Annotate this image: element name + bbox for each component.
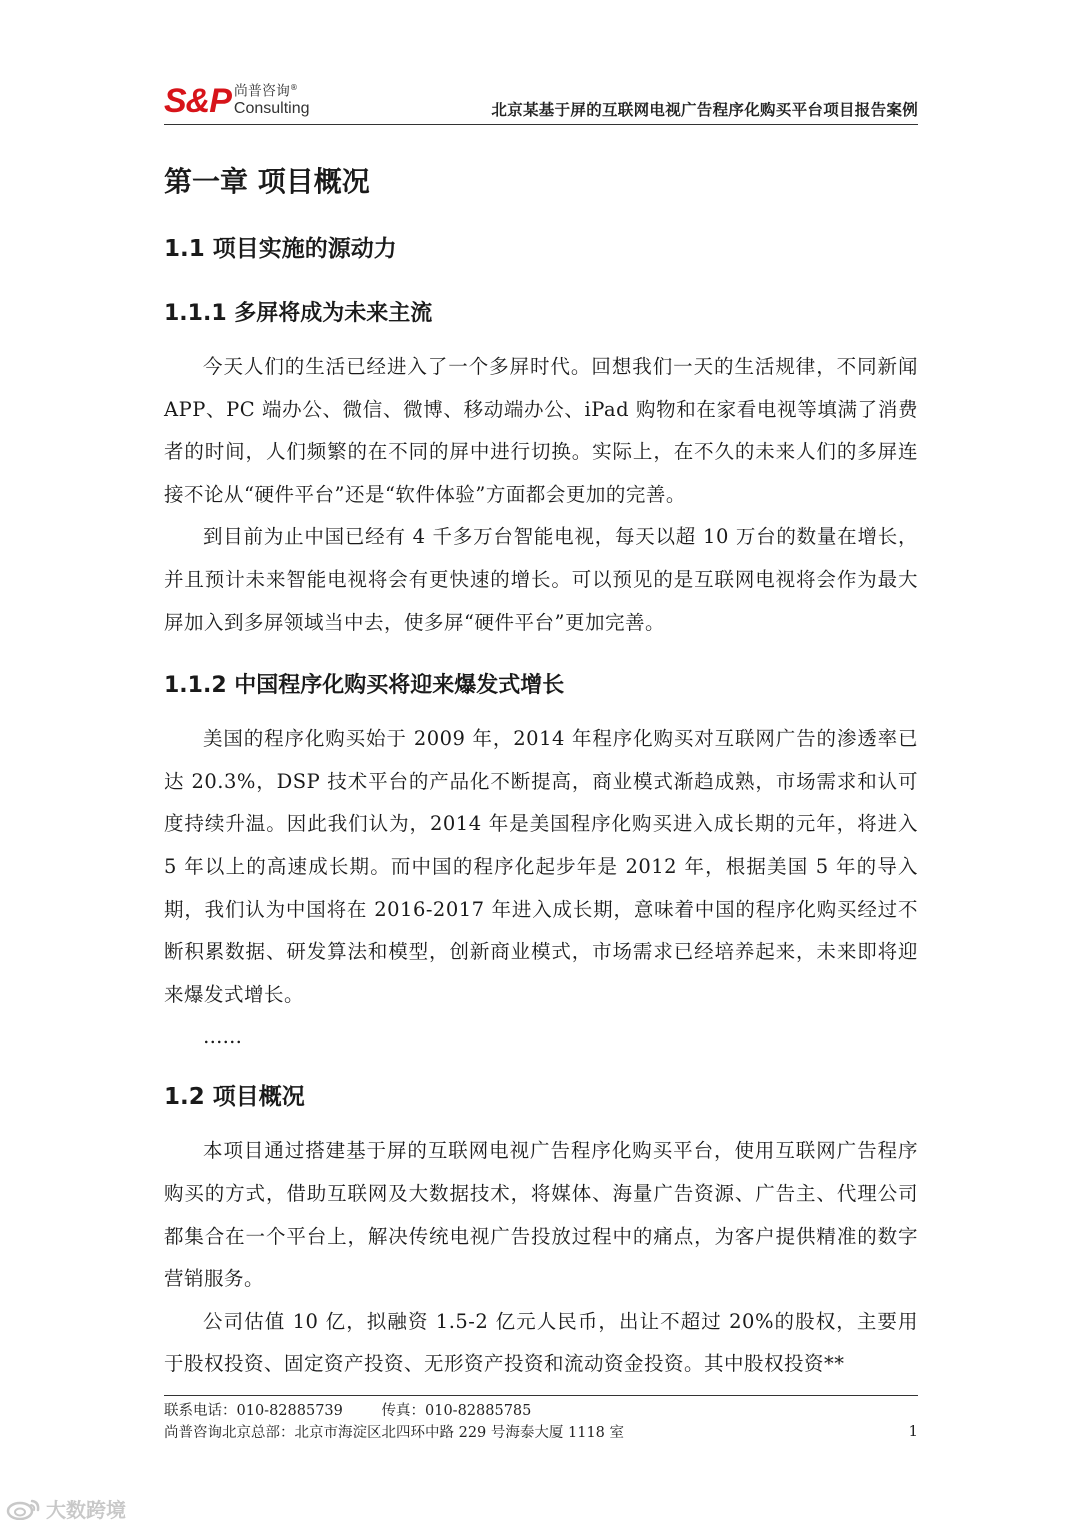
- logo-text: [234, 80, 310, 118]
- footer-fax: 传真：010-82885785: [381, 1403, 532, 1419]
- company-logo: [164, 78, 310, 118]
- page-content: [164, 140, 918, 1386]
- weibo-style-logo-icon: [6, 1498, 42, 1520]
- logo-en: Consulting: [233, 100, 310, 117]
- chapter-title: 第一章 项目概况: [164, 165, 370, 198]
- paragraph: 美国的程序化购买始于 2009 年，2014 年程序化购买对互联网广告的渗透率已达 20.3%，DSP 技术平台的产品化不断提高，商业模式渐趋成熟，市场需求和认可度持续升温。因此我们认为，2014 年是美国程序化购买进入成长期的元年，将进入 5 年以上的高速成长期。而中国的程序化起步年是 2012 年，根据美国 5 年的导入期，我们认为中国将在 2016-2017 年进入成长期，意味着中国的程序化购买经过不断积累数据、研发算法和模型，创新商业模式，市场需求已经培养起来，未来即将迎来爆发式增长。: [164, 727, 918, 1006]
- logo-cn: 尚普咨询: [233, 84, 290, 100]
- footer-address: 尚普咨询北京总部：北京市海淀区北四环中路 229 号海泰大厦 1118 室: [164, 1425, 625, 1441]
- page-header: [164, 76, 918, 125]
- footer-phone: 联系电话：010-82885739: [164, 1403, 343, 1419]
- subsection-heading-1-1-2: 1.1.2 中国程序化购买将迎来爆发式增长: [164, 673, 565, 699]
- paragraph: 今天人们的生活已经进入了一个多屏时代。回想我们一天的生活规律，不同新闻 APP、PC 端办公、微信、微博、移动端办公、iPad 购物和在家看电视等填满了消费者的时间，人们频繁的在不同的屏中进行切换。实际上，在不久的未来人们的多屏连接不论从“硬件平台”还是“软件体验”方面都会更加的完善。: [164, 355, 918, 506]
- paragraph: 本项目通过搭建基于屏的互联网电视广告程序化购买平台，使用互联网广告程序购买的方式，借助互联网及大数据技术，将媒体、海量广告资源、广告主、代理公司都集合在一个平台上，解决传统电视广告投放过程中的痛点，为客户提供精准的数字营销服务。: [164, 1139, 918, 1291]
- ellipsis: ……: [203, 1025, 242, 1049]
- watermark-text: 大数跨境: [46, 1498, 126, 1522]
- section-heading-1-2: 1.2 项目概况: [164, 1084, 305, 1111]
- document-title: 北京某基于屏的互联网电视广告程序化购买平台项目报告案例: [491, 101, 918, 119]
- page-footer: [164, 1395, 918, 1444]
- subsection-body-1-1-2: [164, 718, 918, 1058]
- logo-mark: S&P: [164, 82, 231, 120]
- section-body-1-2: [164, 1130, 918, 1386]
- section-heading-1-1: 1.1 项目实施的源动力: [164, 236, 397, 262]
- paragraph: 公司估值 10 亿，拟融资 1.5-2 亿元人民币，出让不超过 20%的股权，主要用于股权投资、固定资产投资、无形资产投资和流动资金投资。其中股权投资**: [164, 1309, 918, 1376]
- page-number: 1: [908, 1422, 918, 1440]
- watermark: [6, 1494, 126, 1523]
- subsection-heading-1-1-1: 1.1.1 多屏将成为未来主流: [164, 301, 433, 326]
- subsection-body-1-1-1: [164, 346, 918, 644]
- paragraph: 到目前为止中国已经有 4 千多万台智能电视，每天以超 10 万台的数量在增长，并且预计未来智能电视将会有更快速的增长。可以预见的是互联网电视将会作为最大屏加入到多屏领域当中去，使多屏“硬件平台”更加完善。: [164, 525, 918, 634]
- logo-registered-mark: ®: [289, 83, 298, 93]
